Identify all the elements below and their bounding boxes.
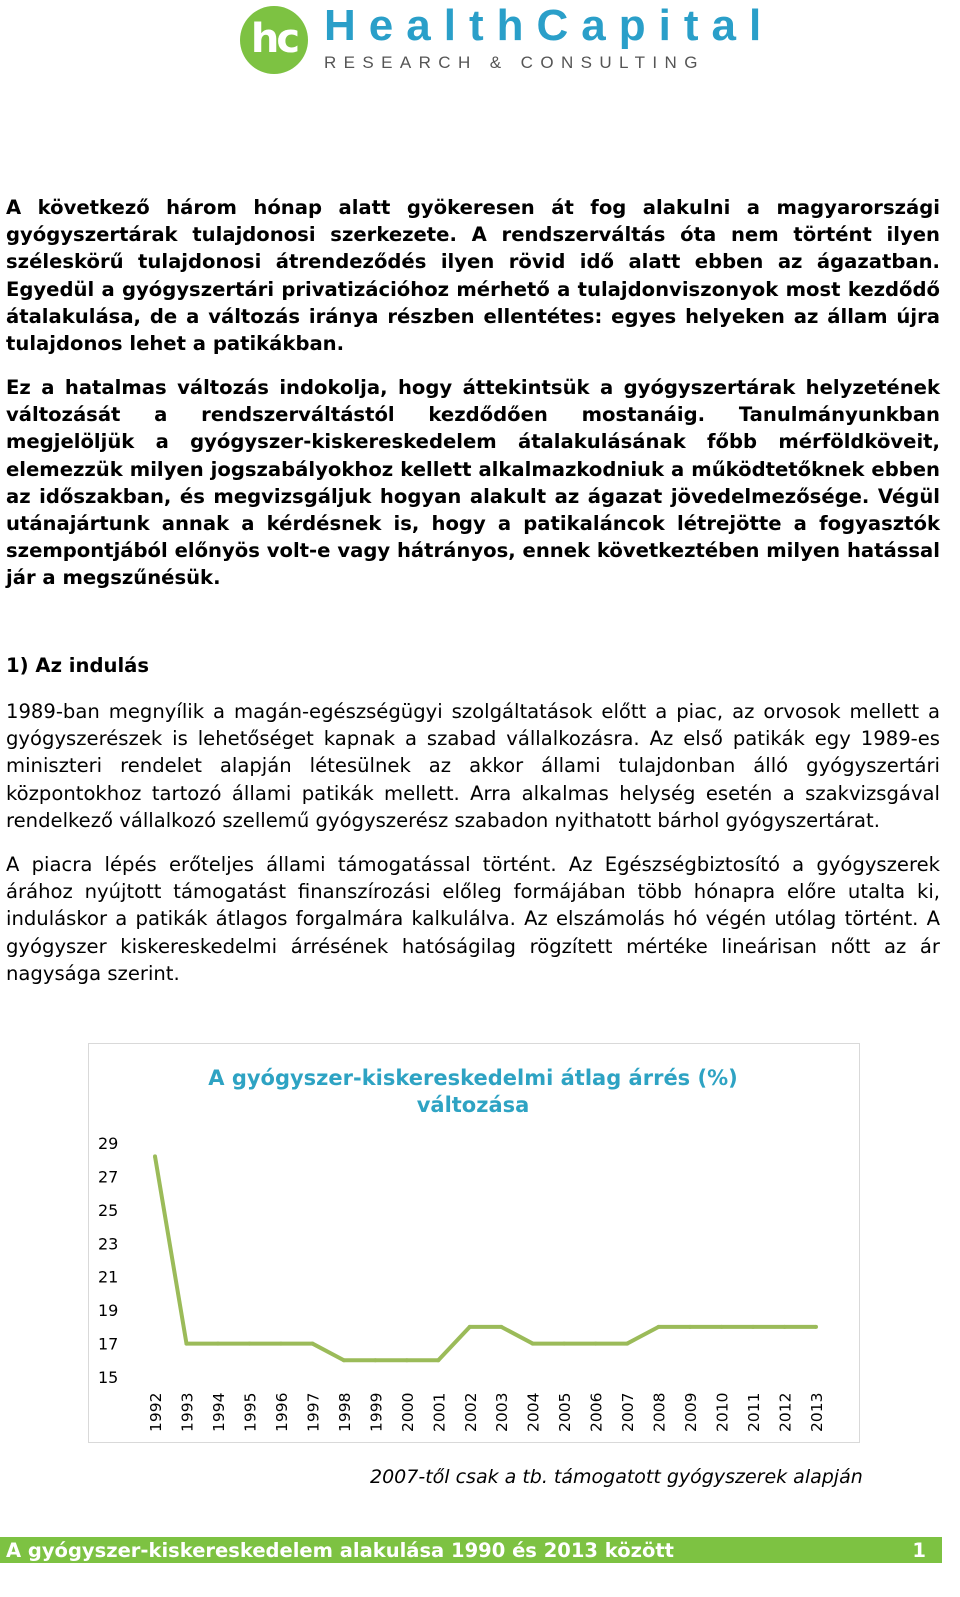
section-paragraph-1: 1989-ban megnyílik a magán-egészségügyi szolgáltatások előtt a piac, az orvosok mellett a gyógyszerészek is lehetőséget kapnak a szabad vállalkozásra. Az első patikák egy 1989-es miniszteri rendelet alapján létesülnek az akkor állami tulajdonban álló gyógyszertári központokhoz tartozó állami patikák mellett. Arra alkalmas helység esetén a szakvizsgával rendelkező vállalkozó szellemű gyógyszerész szabadon nyithatott bárhol gyógyszertárat. bbox=[6, 700, 940, 832]
brand-name-part2: Capital bbox=[536, 1, 775, 50]
x-tick-label: 2009 bbox=[682, 1392, 701, 1432]
x-tick-label: 1995 bbox=[241, 1392, 260, 1432]
y-tick-label: 15 bbox=[98, 1368, 119, 1387]
data-point bbox=[436, 1358, 440, 1362]
x-tick-label: 2006 bbox=[587, 1392, 606, 1432]
intro-paragraph-2: Ez a hatalmas változás indokolja, hogy áttekintsük a gyógyszertárak helyzetének változását a rendszerváltástól kezdődően mostanáig. Tanulmányunkban megjelöljük a gyógyszer-kiskereskedelem átalakulásának főbb mérföldköveit, elemezzük milyen jogszabályokhoz kellett alkalmazkodniuk a működtetőknek ebben az időszakban, és megvizsgáljuk hogyan alakult az ágazat jövedelmezősége. Végül utánajártunk annak a kérdésnek is, hogy a patikaláncok létrejötte a fogyasztók szempontjából előnyös volt-e vagy hátrányos, ennek következtében milyen hatással jár a megszűnésük. bbox=[6, 376, 940, 590]
data-point bbox=[499, 1325, 503, 1329]
y-tick-label: 29 bbox=[98, 1134, 119, 1153]
footer-bar bbox=[0, 1537, 942, 1563]
x-tick-label: 1998 bbox=[335, 1392, 354, 1432]
x-tick-label: 1993 bbox=[178, 1392, 197, 1432]
y-tick-label: 21 bbox=[98, 1267, 119, 1287]
footer-title: A gyógyszer-kiskereskedelem alakulása 1990 és 2013 között bbox=[6, 1539, 674, 1562]
data-point bbox=[657, 1325, 661, 1329]
x-tick-label: 2012 bbox=[776, 1392, 795, 1432]
x-tick-label: 1994 bbox=[209, 1392, 228, 1432]
data-point bbox=[279, 1342, 283, 1346]
y-tick-label: 19 bbox=[98, 1301, 119, 1321]
brand-tagline: RESEARCH & CONSULTING bbox=[324, 53, 705, 72]
data-point bbox=[373, 1358, 377, 1362]
x-tick-label: 1999 bbox=[367, 1392, 386, 1432]
y-tick-label: 17 bbox=[98, 1334, 119, 1354]
data-point bbox=[531, 1342, 535, 1346]
x-tick-label: 1992 bbox=[147, 1392, 165, 1432]
x-tick-label: 2013 bbox=[808, 1392, 826, 1432]
x-tick-label: 2004 bbox=[524, 1392, 543, 1432]
x-tick-label: 2008 bbox=[650, 1392, 669, 1432]
data-point bbox=[342, 1358, 346, 1362]
y-tick-label: 27 bbox=[98, 1167, 119, 1187]
x-tick-label: 2005 bbox=[556, 1392, 575, 1432]
intro-paragraph-1: A következő három hónap alatt gyökeresen át fog alakulni a magyarországi gyógyszertárak tulajdonosi szerkezete. A rendszerváltás óta nem történt ilyen széleskörű tulajdonosi átrendeződés ilyen rövid idő alatt ebben az ágazatban. Egyedül a gyógyszertári privatizációhoz mérhető a tulajdonviszonyok most kezdődő átalakulása, de a változás iránya részben ellentétes: egyes helyeken az állam újra tulajdonos lehet a patikákban. bbox=[6, 196, 940, 356]
data-point bbox=[720, 1325, 724, 1329]
x-tick-label: 2007 bbox=[619, 1392, 638, 1432]
data-point bbox=[405, 1358, 409, 1362]
chart-note: 2007-től csak a tb. támogatott gyógyszerek alapján bbox=[370, 1466, 863, 1488]
data-point bbox=[814, 1325, 818, 1329]
chart-title: A gyógyszer-kiskereskedelmi átlag árrés (%) bbox=[208, 1066, 738, 1090]
x-tick-label: 2000 bbox=[398, 1392, 417, 1432]
x-tick-label: 2003 bbox=[493, 1392, 512, 1432]
x-tick-label: 2011 bbox=[745, 1392, 764, 1432]
x-tick-label: 2010 bbox=[713, 1392, 732, 1432]
page-number: 1 bbox=[912, 1539, 926, 1562]
section-paragraph-2: A piacra lépés erőteljes állami támogatással történt. Az Egészségbiztosító a gyógyszerek árához nyújtott támogatást finanszírozási előleg formájában több hónapra előre utalta ki, induláskor a patikák átlagos forgalmára kalkulálva. Az elszámolás hó végén utólag történt. A gyógyszer kiskereskedelmi árrésének hatóságilag rögzített mértéke lineárisan nőtt az ár nagysága szerint. bbox=[6, 853, 940, 985]
data-point bbox=[625, 1342, 629, 1346]
x-tick-label: 2001 bbox=[430, 1392, 449, 1432]
x-tick-label: 1996 bbox=[272, 1392, 291, 1432]
data-point bbox=[783, 1325, 787, 1329]
section-heading: 1) Az indulás bbox=[6, 654, 150, 677]
data-point bbox=[751, 1325, 755, 1329]
y-tick-label: 23 bbox=[98, 1234, 119, 1254]
data-point bbox=[562, 1342, 566, 1346]
y-tick-label: 25 bbox=[98, 1200, 119, 1220]
x-tick-label: 1997 bbox=[304, 1392, 323, 1432]
data-point bbox=[216, 1342, 220, 1346]
data-point bbox=[184, 1342, 188, 1346]
data-point bbox=[153, 1154, 157, 1158]
x-tick-label: 2002 bbox=[461, 1392, 480, 1432]
data-point bbox=[468, 1325, 472, 1329]
series-line bbox=[155, 1156, 816, 1360]
data-point bbox=[247, 1342, 251, 1346]
data-point bbox=[310, 1342, 314, 1346]
data-point bbox=[688, 1325, 692, 1329]
chart-title-line2: változása bbox=[416, 1093, 530, 1117]
logo-mark-text: hc bbox=[250, 16, 298, 62]
data-point bbox=[594, 1342, 598, 1346]
brand-name-part1: Health bbox=[324, 1, 537, 50]
